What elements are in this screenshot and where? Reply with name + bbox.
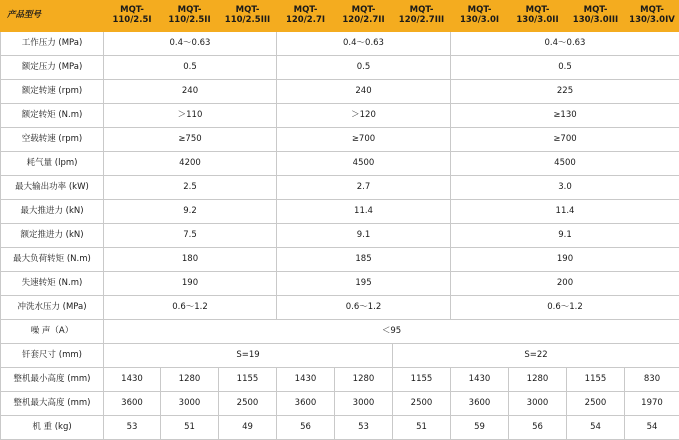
row-value: 4500 (451, 152, 679, 176)
table-row (1, 416, 679, 440)
row-value: 51 (161, 416, 219, 440)
row-value: 2.5 (104, 176, 277, 200)
row-value: 3000 (161, 392, 219, 416)
row-value: 1280 (335, 368, 393, 392)
row-value: 190 (104, 272, 277, 296)
row-label: 最大推进力 (kN) (1, 200, 104, 224)
table-row (1, 104, 679, 128)
row-value: 11.4 (451, 200, 679, 224)
model-header-10: MQT-130/3.0IV (625, 1, 679, 32)
row-value: ≥700 (451, 128, 679, 152)
row-value: 49 (219, 416, 277, 440)
row-value: 0.6～1.2 (277, 296, 451, 320)
row-value: 3000 (335, 392, 393, 416)
row-value: S=19 (104, 344, 393, 368)
row-label: 额定转速 (rpm) (1, 80, 104, 104)
row-value: 1430 (451, 368, 509, 392)
row-value: 830 (625, 368, 679, 392)
row-value: 2500 (567, 392, 625, 416)
row-value: 53 (335, 416, 393, 440)
row-value: S=22 (393, 344, 679, 368)
table-row (1, 128, 679, 152)
row-value: 9.1 (451, 224, 679, 248)
model-header-5: MQT-120/2.7II (335, 1, 393, 32)
row-value: 59 (451, 416, 509, 440)
row-value: 56 (509, 416, 567, 440)
row-label: 钎套尺寸 (mm) (1, 344, 104, 368)
row-value: 53 (104, 416, 161, 440)
table-row (1, 320, 679, 344)
table-row (1, 272, 679, 296)
row-value: 51 (393, 416, 451, 440)
row-value: 180 (104, 248, 277, 272)
row-value: 1155 (567, 368, 625, 392)
model-header-7: MQT-130/3.0I (451, 1, 509, 32)
model-header-8: MQT-130/3.0II (509, 1, 567, 32)
row-value: 1430 (277, 368, 335, 392)
table-body (1, 1, 679, 440)
row-value: ≥700 (277, 128, 451, 152)
row-value: ≥750 (104, 128, 277, 152)
table-row (1, 176, 679, 200)
row-value: 0.5 (277, 56, 451, 80)
row-value: 0.5 (451, 56, 679, 80)
row-value: ≥130 (451, 104, 679, 128)
row-value: 0.5 (104, 56, 277, 80)
table-corner-label: 产品型号 (1, 1, 104, 32)
row-label: 机 重 (kg) (1, 416, 104, 440)
row-value: 56 (277, 416, 335, 440)
row-value: 240 (104, 80, 277, 104)
row-value: 3600 (451, 392, 509, 416)
row-value: ＜95 (104, 320, 679, 344)
row-value: 195 (277, 272, 451, 296)
table-row (1, 56, 679, 80)
row-value: 2.7 (277, 176, 451, 200)
row-value: 225 (451, 80, 679, 104)
row-label: 空载转速 (rpm) (1, 128, 104, 152)
row-value: ＞120 (277, 104, 451, 128)
row-value: 9.2 (104, 200, 277, 224)
table-row (1, 224, 679, 248)
row-value: 1280 (161, 368, 219, 392)
row-label: 噪 声（A） (1, 320, 104, 344)
table-row (1, 80, 679, 104)
row-value: 0.6～1.2 (104, 296, 277, 320)
row-value: 3600 (277, 392, 335, 416)
row-value: 2500 (393, 392, 451, 416)
row-value: 3000 (509, 392, 567, 416)
row-value: 3.0 (451, 176, 679, 200)
row-value: 0.4～0.63 (451, 32, 679, 56)
row-value: 4500 (277, 152, 451, 176)
row-value: 9.1 (277, 224, 451, 248)
row-label: 最大负荷转矩 (N.m) (1, 248, 104, 272)
model-header-2: MQT-110/2.5II (161, 1, 219, 32)
model-header-9: MQT-130/3.0III (567, 1, 625, 32)
row-label: 冲洗水压力 (MPa) (1, 296, 104, 320)
row-value: 2500 (219, 392, 277, 416)
row-label: 耗气量 (lpm) (1, 152, 104, 176)
table-row (1, 344, 679, 368)
table-row (1, 296, 679, 320)
row-value: 1155 (219, 368, 277, 392)
row-value: 0.4～0.63 (277, 32, 451, 56)
row-value: 1970 (625, 392, 679, 416)
model-header-3: MQT-110/2.5III (219, 1, 277, 32)
row-value: 4200 (104, 152, 277, 176)
model-header-4: MQT-120/2.7I (277, 1, 335, 32)
row-value: 7.5 (104, 224, 277, 248)
row-label: 整机最大高度 (mm) (1, 392, 104, 416)
row-value: 185 (277, 248, 451, 272)
row-label: 最大输出功率 (kW) (1, 176, 104, 200)
row-label: 额定推进力 (kN) (1, 224, 104, 248)
row-value: 1430 (104, 368, 161, 392)
row-value: 54 (567, 416, 625, 440)
row-value: 0.6～1.2 (451, 296, 679, 320)
row-label: 额定转矩 (N.m) (1, 104, 104, 128)
model-header-1: MQT-110/2.5I (104, 1, 161, 32)
model-header-6: MQT-120/2.7III (393, 1, 451, 32)
table-row (1, 368, 679, 392)
row-value: 3600 (104, 392, 161, 416)
row-value: 200 (451, 272, 679, 296)
row-value: 0.4～0.63 (104, 32, 277, 56)
table-row (1, 392, 679, 416)
row-label: 失速转矩 (N.m) (1, 272, 104, 296)
table-row (1, 32, 679, 56)
table-row (1, 248, 679, 272)
row-label: 工作压力 (MPa) (1, 32, 104, 56)
row-value: 1280 (509, 368, 567, 392)
table-row (1, 200, 679, 224)
table-header-row (1, 1, 679, 32)
row-value: 11.4 (277, 200, 451, 224)
table-row (1, 152, 679, 176)
row-label: 额定压力 (MPa) (1, 56, 104, 80)
row-label: 整机最小高度 (mm) (1, 368, 104, 392)
row-value: 240 (277, 80, 451, 104)
row-value: 190 (451, 248, 679, 272)
row-value: 54 (625, 416, 679, 440)
row-value: 1155 (393, 368, 451, 392)
row-value: ＞110 (104, 104, 277, 128)
